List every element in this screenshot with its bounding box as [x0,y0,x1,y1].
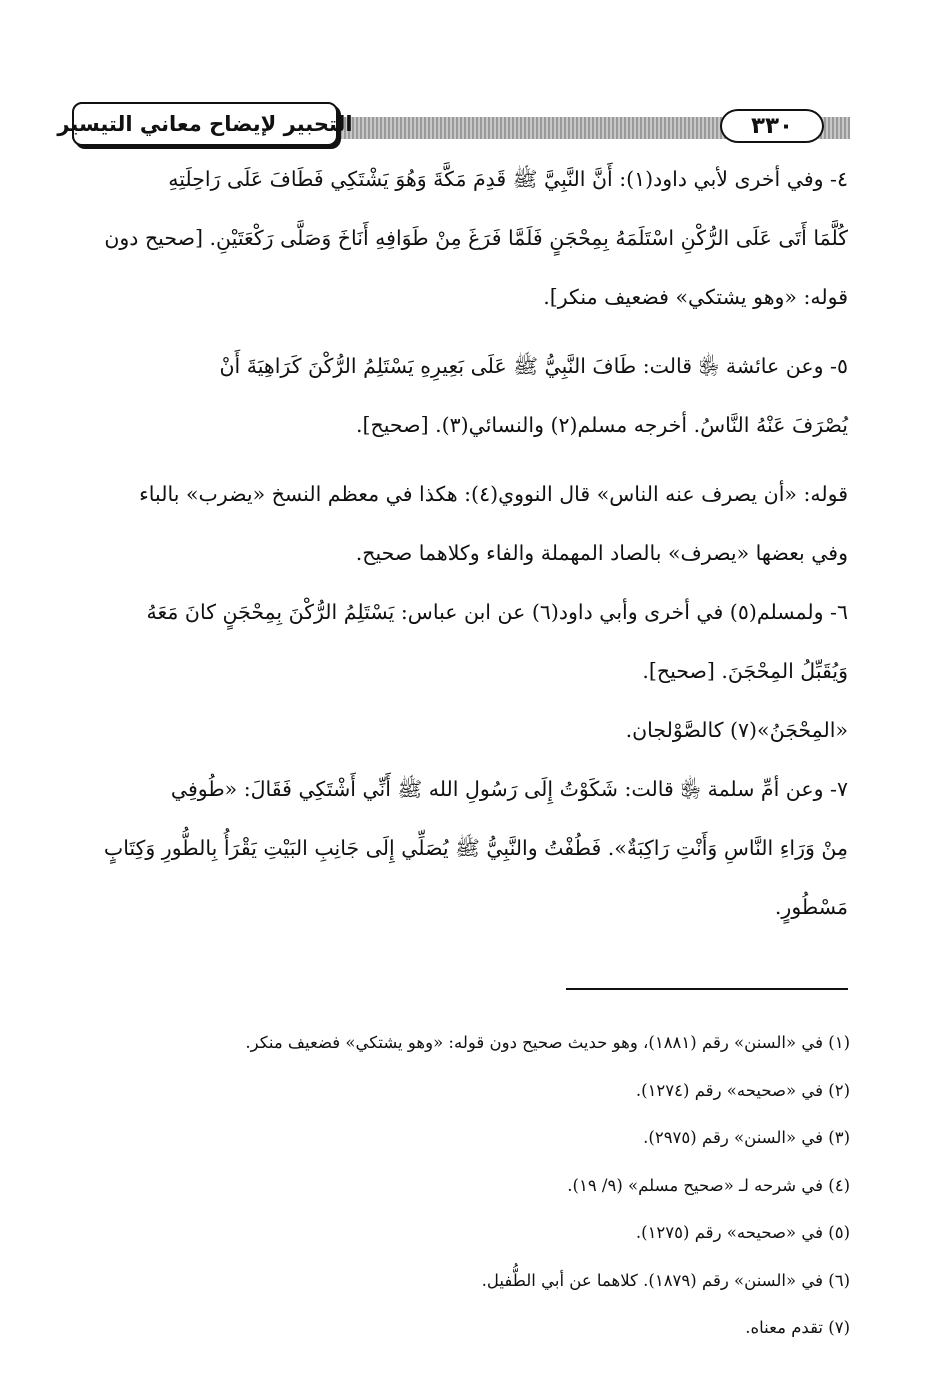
footnote-5: (٥) في «صحيحه» رقم (١٢٧٥). [635,1223,850,1242]
body-line: «المِحْجَنُ»(٧) كالصَّوْلجان. [625,718,848,742]
body-line: كُلَّمَا أَتَى عَلَى الرُّكْنِ اسْتَلَمَهُ بِمِحْجَنٍ فَلَمَّا فَرَغَ مِنْ طَوَافِهِ أَنَاخَ وَصَلَّى رَكْعَتَيْنِ. [صحيح دون [104,226,848,250]
body-line: وَيُقَبِّلُ المِحْجَنَ. [صحيح]. [642,659,848,683]
footnote-7: (٧) تقدم معناه. [745,1318,850,1337]
body-line: ٥- وعن عائشة ﵂ قالت: طَافَ النَّبِيُّ ﷺ عَلَى بَعِيرِهِ يَسْتَلِمُ الرُّكْنَ كَرَاهِيَةَ أَنْ [219,354,848,378]
body-line: ٧- وعن أمِّ سلمة ﵂ قالت: شَكَوْتُ إِلَى رَسُولِ الله ﷺ أَنِّي أَشْتَكِي فَقَالَ: «طُوفِي [170,777,848,801]
body-line: مَسْطُورٍ. [774,895,848,919]
body-line: ٤- وفي أخرى لأبي داود(١): أَنَّ النَّبِيَّ ﷺ قَدِمَ مَكَّةَ وَهُوَ يَشْتَكِي فَطَافَ عَلَى رَاحِلَتِهِ [168,167,848,191]
running-title-text: التحبير لإيضاح معاني التيسير [57,112,353,136]
page-number-text: ٣٣٠ [750,113,794,139]
body-line: قوله: «وهو يشتكي» فضعيف منكر]. [543,285,848,309]
footnote-2: (٢) في «صحيحه» رقم (١٢٧٤). [635,1080,850,1100]
body-line: ٦- ولمسلم(٥) في أخرى وأبي داود(٦) عن ابن عباس: يَسْتَلِمُ الرُّكْنَ بِمِحْجَنٍ كانَ مَعَهُ [146,600,848,624]
main-text [78,150,848,937]
footnote-6: (٦) في «السنن» رقم (١٨٧٩). كلاهما عن أبي الطُّفيل. [481,1270,850,1290]
page-number [720,109,824,143]
body-line: يُصْرَفَ عَنْهُ النَّاسُ. أخرجه مسلم(٢) والنسائي(٣). [صحيح]. [356,413,848,437]
body-line: مِنْ وَرَاءِ النَّاسِ وَأَنْتِ رَاكِبَةٌ». فَطُفْتُ والنَّبِيُّ ﷺ يُصَلِّي إِلَى جَانِبِ البَيْتِ يَقْرَأُ بِالطُّورِ وَكِتَابٍ [103,836,848,860]
footnote-divider [566,988,848,990]
footnote-4: (٤) في شرحه لـ «صحيح مسلم» (٩/ ١٩). [567,1175,850,1195]
footnote-3: (٣) في «السنن» رقم (٢٩٧٥). [643,1128,850,1147]
body-line: قوله: «أن يصرف عنه الناس» قال النووي(٤): هكذا في معظم النسخ «يضرب» بالباء [139,482,848,506]
running-title [57,102,353,146]
body-line: وفي بعضها «يصرف» بالصاد المهملة والفاء وكلاهما صحيح. [355,541,848,565]
footnotes [150,1019,850,1352]
footnote-1: (١) في «السنن» رقم (١٨٨١)، وهو حديث صحيح دون قوله: «وهو يشتكي» فضعيف منكر. [245,1033,850,1052]
